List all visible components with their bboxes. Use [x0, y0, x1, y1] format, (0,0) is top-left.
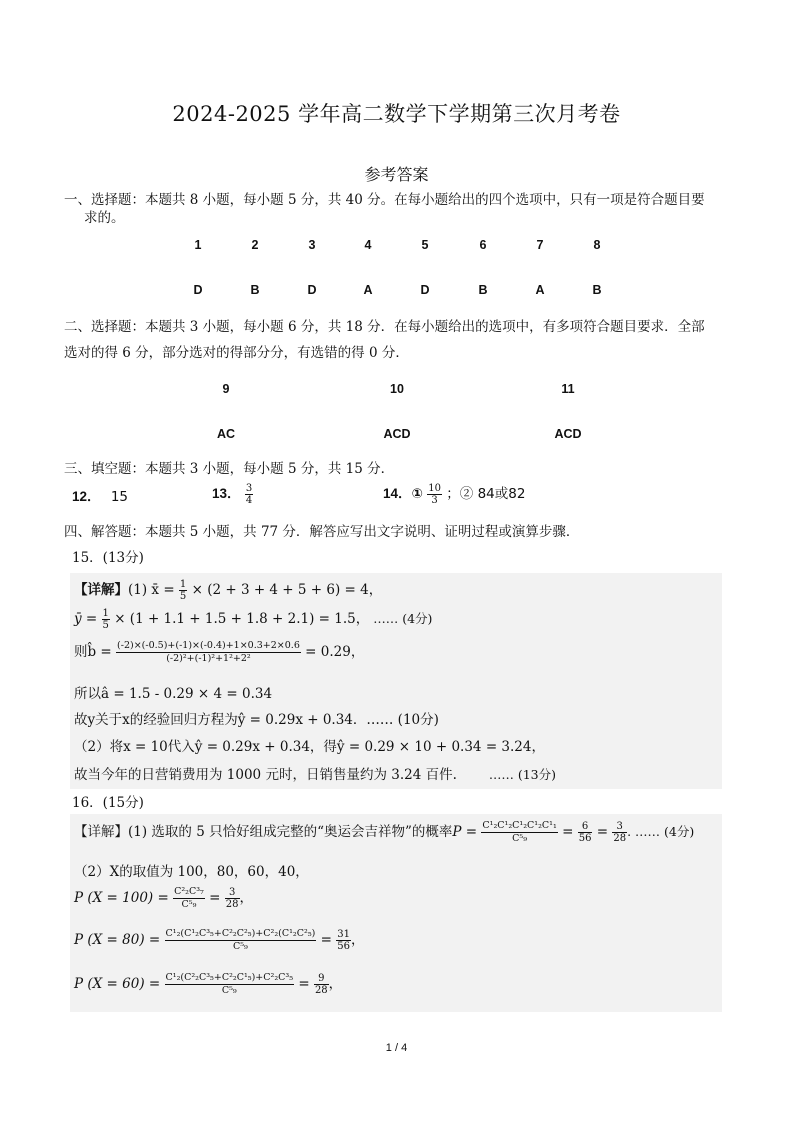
frac-num: C²₂C³₇ — [174, 886, 204, 897]
q16-prob-fraction — [481, 820, 557, 845]
s2-answer-9: AC — [216, 427, 236, 441]
eq: = — [294, 976, 314, 992]
s1-number-1: 1 — [194, 238, 202, 252]
q12-answer: 15 — [110, 489, 129, 505]
q14-label: 14．① — [383, 486, 423, 501]
q13-fraction — [245, 483, 253, 506]
frac-den: 5 — [179, 591, 187, 602]
q15-label: 15．(13分) — [72, 550, 144, 566]
s1-number-7: 7 — [536, 238, 544, 252]
s2-answer-10: ACD — [383, 427, 411, 441]
frac-den: C⁵₉ — [221, 985, 237, 996]
q16-p-symbol: P = — [452, 824, 482, 840]
q16-p60-lhs: P (X = 60) = — [74, 976, 165, 992]
section2-heading-line1: 二、选择题：本题共 3 小题，每小题 6 分，共 18 分．在每小题给出的选项中，有多项符合题目要求．全部 — [64, 319, 705, 335]
q15-line6: （2）将x = 10代入ŷ = 0.29x + 0.34，得ŷ = 0.29 × 10 + 0.34 = 3.24， — [74, 739, 545, 755]
q16-line5 — [74, 972, 342, 997]
q16-p80-fraction — [165, 928, 317, 953]
q13-numerator: 3 — [245, 483, 253, 494]
q16-p80-value — [336, 929, 351, 952]
eq: = — [592, 824, 613, 840]
frac-num: 1 — [179, 579, 187, 590]
eq: = — [316, 932, 337, 948]
frac-den: 28 — [225, 899, 239, 910]
q16-frac-6-56 — [578, 821, 593, 844]
q12-label: 12． — [72, 489, 101, 504]
q15-score-13: …… (13分) — [488, 767, 557, 782]
s1-number-2: 2 — [251, 238, 259, 252]
q16-intro: 【详解】(1) 选取的 5 只恰好组成完整的“奥运会吉祥物”的概率 — [74, 824, 453, 840]
q15-conclusion: 故当今年的日营销费用为 1000 元时，日销售量约为 3.24 百件. — [74, 767, 457, 783]
page-number: 1 / 4 — [385, 1042, 408, 1054]
q15-line1 — [74, 578, 382, 602]
q14-denominator: 3 — [431, 495, 438, 506]
q15-line3 — [74, 640, 364, 665]
q15-xbar-rhs: × (2 + 3 + 4 + 5 + 6) = 4， — [187, 582, 383, 598]
q15-ybar-lhs: ȳ = — [74, 611, 102, 627]
frac-den: 28 — [314, 985, 328, 996]
q15-line5: 故y关于x的经验回归方程为ŷ = 0.29x + 0.34．…… (10分) — [74, 712, 439, 728]
q16-p60-value — [314, 973, 329, 996]
frac-num: 9 — [314, 973, 329, 985]
q14-second-answer: 84或82 — [477, 486, 526, 502]
s1-answer-8: B — [592, 283, 602, 297]
s2-answer-11: ACD — [554, 427, 582, 441]
eq: = — [557, 824, 578, 840]
frac-num: C¹₂(C²₂C³₅+C²₂C¹₅)+C²₂C³₅ — [165, 972, 294, 983]
page-subtitle: 参考答案 — [364, 165, 429, 184]
s1-number-8: 8 — [593, 238, 601, 252]
q16-line4 — [74, 928, 364, 953]
q15-line2 — [74, 607, 432, 631]
q16-p100-fraction — [173, 886, 205, 911]
q16-line3 — [74, 886, 253, 911]
s1-answer-7: A — [535, 283, 545, 297]
section3-heading: 三、填空题：本题共 3 小题，每小题 5 分，共 15 分． — [64, 461, 395, 477]
q13-answer-line — [212, 482, 253, 506]
q16-p60-fraction — [165, 972, 295, 997]
s1-answer-5: D — [420, 283, 430, 297]
frac-num: C¹₂C¹₂C¹₂C¹₂C¹₁ — [482, 820, 557, 831]
s1-number-3: 3 — [308, 238, 316, 252]
q15-solution-box — [70, 573, 722, 789]
frac-den: C⁵₉ — [512, 833, 528, 844]
frac-den: 56 — [337, 941, 350, 952]
q13-label: 13． — [212, 486, 241, 501]
comma: ， — [350, 932, 365, 948]
frac-num: 1 — [102, 608, 109, 619]
section1-heading-line2: 求的。 — [84, 210, 125, 226]
frac-den: C⁵₉ — [181, 899, 197, 910]
q13-denominator: 4 — [245, 495, 253, 506]
section4-heading: 四、解答题：本题共 5 小题，共 77 分．解答应写出文字说明、证明过程或演算步骤． — [64, 524, 580, 540]
s1-number-6: 6 — [479, 238, 487, 252]
s1-number-5: 5 — [421, 238, 429, 252]
frac-den: 28 — [613, 833, 627, 844]
section2-heading-line2: 选对的得 6 分，部分选对的得部分分，有选错的得 0 分． — [64, 345, 409, 361]
q15-bhat-rhs: = 0.29， — [300, 644, 365, 660]
frac-num: C¹₂(C¹₂C³₅+C²₂C²₅)+C²₂(C¹₂C²₅) — [165, 928, 316, 939]
q16-frac-3-28 — [612, 821, 627, 844]
q15-line4: 所以â = 1.5 - 0.29 × 4 = 0.34 — [74, 686, 273, 702]
q16-line1 — [74, 820, 694, 845]
frac-num: (-2)×(-0.5)+(-1)×(-0.4)+1×0.3+2×0.6 — [117, 640, 300, 651]
s1-number-4: 4 — [364, 238, 372, 252]
q16-line2: （2）X的取值为 100，80，60，40， — [74, 864, 309, 880]
comma: ， — [239, 890, 253, 906]
q16-p100-lhs: P (X = 100) = — [74, 890, 174, 906]
q15-detail-tag: 【详解】 — [74, 582, 128, 598]
eq: = — [204, 890, 225, 906]
s1-answer-6: B — [478, 283, 488, 297]
s1-answer-1: D — [193, 283, 203, 297]
q15-line7 — [74, 763, 556, 783]
q15-bhat-lhs: 则b̂ = — [74, 644, 117, 660]
q16-p100-value — [225, 887, 240, 910]
page-title: 2024-2025 学年高二数学下学期第三次月考卷 — [172, 102, 621, 126]
section1-heading-line1: 一、选择题：本题共 8 小题，每小题 5 分，共 40 分。在每小题给出的四个选项中，只有一项是符合题目要 — [64, 192, 705, 208]
s2-number-9: 9 — [222, 382, 230, 396]
q16-p80-lhs: P (X = 80) = — [74, 932, 165, 948]
q14-numerator: 10 — [428, 483, 441, 494]
q14-fraction — [427, 483, 442, 506]
frac-num: 6 — [578, 821, 593, 833]
q12-answer-line — [72, 485, 128, 505]
s2-number-10: 10 — [390, 382, 404, 396]
frac-num: 3 — [612, 821, 627, 833]
q15-xbar-lhs: (1) x̄ = — [128, 582, 179, 598]
frac-den: 56 — [578, 833, 592, 844]
frac-num: 3 — [225, 887, 240, 899]
q15-ybar-rhs: × (1 + 1.1 + 1.5 + 1.8 + 2.1) = 1.5， — [109, 611, 370, 627]
q14-separator: ；② — [446, 486, 474, 502]
q16-label: 16．(15分) — [72, 795, 144, 811]
frac-den: 5 — [102, 620, 109, 631]
frac-num: 31 — [337, 929, 350, 940]
q15-frac-1-5-b — [102, 608, 110, 631]
q15-score-4: …… (4分) — [373, 611, 433, 626]
s2-number-11: 11 — [561, 382, 575, 396]
frac-den: (-2)²+(-1)²+1²+2² — [166, 653, 251, 664]
s1-answer-3: D — [307, 283, 317, 297]
s1-answer-4: A — [363, 283, 373, 297]
q16-score-4: . …… (4分) — [627, 824, 695, 839]
q15-bhat-fraction — [116, 640, 301, 665]
q14-answer-line — [383, 482, 525, 506]
frac-den: C⁵₉ — [232, 941, 248, 952]
s1-answer-2: B — [250, 283, 260, 297]
comma: ， — [328, 976, 343, 992]
